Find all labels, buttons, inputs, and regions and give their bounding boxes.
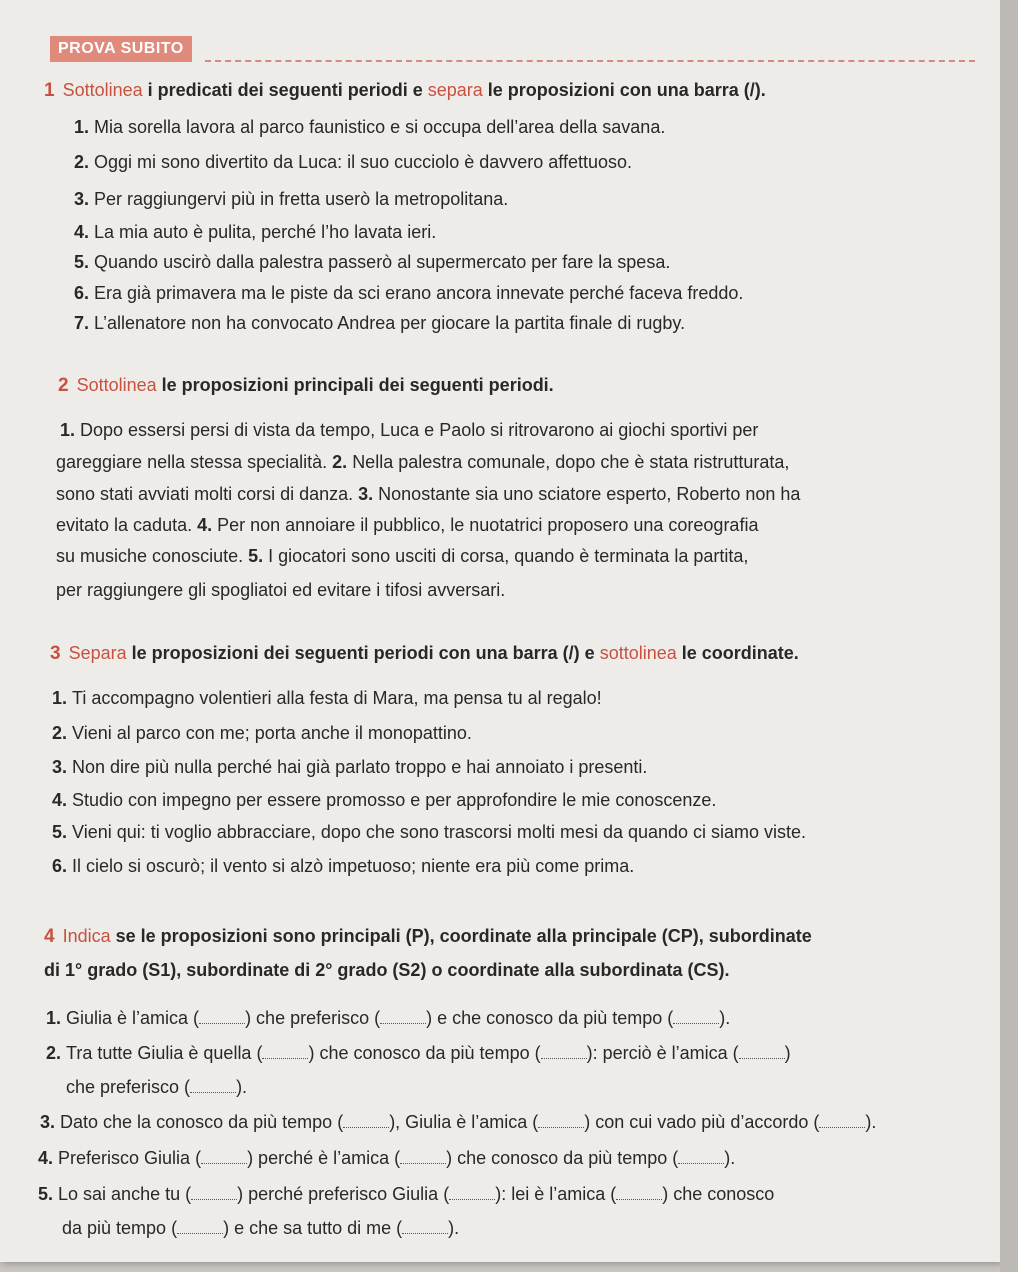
ex4-text: Dato che la conosco da più tempo ( bbox=[60, 1112, 344, 1132]
answer-blank bbox=[343, 1113, 389, 1128]
exercise-4-number: 4 bbox=[44, 926, 55, 947]
ex3-item-number: 3. bbox=[52, 757, 73, 777]
ex3-item-number: 6. bbox=[52, 856, 73, 876]
ex4-text: Preferisco Giulia ( bbox=[58, 1148, 202, 1168]
ex4-text: ), Giulia è l’amica ( bbox=[389, 1112, 539, 1132]
ex2-text: gareggiare nella stessa specialità. bbox=[56, 452, 333, 472]
ex4-verb: Indica bbox=[62, 926, 111, 946]
answer-blank bbox=[262, 1044, 308, 1059]
ex4-item-number: 3. bbox=[40, 1112, 61, 1132]
ex4-item-number: 2. bbox=[46, 1043, 67, 1063]
ex4-text: ) che preferisco ( bbox=[245, 1008, 381, 1028]
ex2-text: Nella palestra comunale, dopo che è stata ristrutturata, bbox=[352, 452, 790, 472]
ex4-item-number: 5. bbox=[38, 1184, 59, 1204]
ex1-item-text: Mia sorella lavora al parco faunistico e si occupa dell’area della savana. bbox=[94, 117, 666, 137]
ex4-text: Lo sai anche tu ( bbox=[58, 1184, 192, 1204]
ex1-item-text: La mia auto è pulita, perché l’ho lavata ieri. bbox=[94, 222, 437, 242]
ex2-sentence-number: 5. bbox=[248, 546, 269, 566]
ex4-line bbox=[62, 1218, 459, 1239]
ex2-line bbox=[60, 420, 758, 441]
ex3-item-number: 4. bbox=[52, 790, 73, 810]
answer-blank bbox=[449, 1185, 495, 1200]
answer-blank bbox=[177, 1219, 223, 1234]
ex4-text: ). bbox=[448, 1218, 460, 1238]
ex3-verb-separa: Separa bbox=[68, 643, 127, 663]
answer-blank bbox=[739, 1044, 785, 1059]
exercise-4-instruction-line-2: di 1° grado (S1), subordinate di 2° grado (S2) o coordinate alla subordinata (CS). bbox=[44, 960, 730, 980]
ex1-verb-sottolinea: Sottolinea bbox=[62, 80, 143, 100]
ex3-item bbox=[52, 723, 472, 744]
answer-blank bbox=[199, 1009, 245, 1024]
ex1-item bbox=[74, 189, 508, 210]
answer-blank bbox=[538, 1113, 584, 1128]
ex2-sentence-number: 1. bbox=[60, 420, 81, 440]
ex4-text: ) che conosco bbox=[662, 1184, 775, 1204]
ex2-text: Dopo essersi persi di vista da tempo, Luca e Paolo si ritrovarono ai giochi sportivi per bbox=[80, 420, 759, 440]
ex4-text: da più tempo ( bbox=[62, 1218, 178, 1238]
ex4-text: ). bbox=[865, 1112, 877, 1132]
ex4-line bbox=[46, 1008, 730, 1029]
answer-blank bbox=[191, 1185, 237, 1200]
exercise-2-instruction bbox=[58, 375, 554, 397]
answer-blank bbox=[190, 1078, 236, 1093]
section-divider bbox=[205, 60, 975, 62]
ex4-item-number: 1. bbox=[46, 1008, 67, 1028]
ex4-text: ) e che sa tutto di me ( bbox=[223, 1218, 403, 1238]
ex1-item-number: 7. bbox=[74, 313, 95, 333]
ex1-item-text: Oggi mi sono divertito da Luca: il suo cucciolo è davvero affettuoso. bbox=[94, 152, 632, 172]
ex3-verb-sottolinea: sottolinea bbox=[599, 643, 677, 663]
exercise-1-instruction bbox=[44, 80, 766, 102]
ex1-item bbox=[74, 152, 632, 173]
ex2-text: su musiche conosciute. bbox=[56, 546, 249, 566]
ex4-text: Giulia è l’amica ( bbox=[66, 1008, 200, 1028]
exercise-3-number: 3 bbox=[50, 643, 61, 664]
answer-blank bbox=[380, 1009, 426, 1024]
ex2-text: I giocatori sono usciti di corsa, quando è terminata la partita, bbox=[268, 546, 749, 566]
ex4-text: ) perché preferisco Giulia ( bbox=[237, 1184, 450, 1204]
ex4-instr-1: se le proposizioni sono principali (P), coordinate alla principale (CP), subordinate bbox=[110, 926, 812, 946]
ex4-text: ) con cui vado più d’accordo ( bbox=[584, 1112, 820, 1132]
ex2-instr: le proposizioni principali dei seguenti periodi. bbox=[156, 375, 554, 395]
ex4-text: ): perciò è l’amica ( bbox=[586, 1043, 739, 1063]
ex2-verb: Sottolinea bbox=[76, 375, 157, 395]
ex4-text: ) bbox=[784, 1043, 791, 1063]
ex4-text: ). bbox=[236, 1077, 248, 1097]
ex3-item-text: Vieni qui: ti voglio abbracciare, dopo che sono trascorsi molti mesi da quando ci siamo viste. bbox=[72, 822, 807, 842]
ex2-text: per raggiungere gli spogliatoi ed evitare i tifosi avversari. bbox=[56, 580, 506, 600]
answer-blank bbox=[819, 1113, 865, 1128]
ex3-item bbox=[52, 688, 602, 709]
ex4-text: che preferisco ( bbox=[66, 1077, 191, 1097]
ex4-text: ) che conosco da più tempo ( bbox=[446, 1148, 679, 1168]
ex3-item bbox=[52, 822, 806, 843]
ex1-instr-mid: i predicati dei seguenti periodi e bbox=[142, 80, 428, 100]
ex2-text: Nonostante sia uno sciatore esperto, Roberto non ha bbox=[378, 484, 801, 504]
ex3-item bbox=[52, 856, 634, 877]
ex3-item-text: Vieni al parco con me; porta anche il monopattino. bbox=[72, 723, 472, 743]
ex3-item bbox=[52, 757, 647, 778]
ex4-item-number: 4. bbox=[38, 1148, 59, 1168]
ex3-item-text: Studio con impegno per essere promosso e per approfondire le mie conoscenze. bbox=[72, 790, 717, 810]
ex3-instr-end: le coordinate. bbox=[676, 643, 799, 663]
ex2-line bbox=[56, 580, 505, 601]
exercise-1-number: 1 bbox=[44, 80, 55, 101]
answer-blank bbox=[402, 1219, 448, 1234]
exercise-3-instruction bbox=[50, 643, 799, 665]
ex2-line bbox=[56, 515, 758, 536]
ex1-item bbox=[74, 117, 665, 138]
page-edge bbox=[1000, 0, 1018, 1272]
ex4-text: ): lei è l’amica ( bbox=[495, 1184, 617, 1204]
ex4-line bbox=[38, 1184, 774, 1205]
prova-subito-badge: PROVA SUBITO bbox=[50, 36, 192, 62]
ex2-line bbox=[56, 546, 748, 567]
ex1-item bbox=[74, 283, 743, 304]
exercise-2-number: 2 bbox=[58, 375, 69, 396]
ex3-item-text: Il cielo si oscurò; il vento si alzò impetuoso; niente era più come prima. bbox=[72, 856, 635, 876]
ex1-item-number: 5. bbox=[74, 252, 95, 272]
ex2-sentence-number: 2. bbox=[332, 452, 353, 472]
ex2-text: Per non annoiare il pubblico, le nuotatrici proposero una coreografia bbox=[217, 515, 759, 535]
ex4-text: ) perché è l’amica ( bbox=[247, 1148, 401, 1168]
ex1-item bbox=[74, 222, 436, 243]
ex3-item-text: Ti accompagno volentieri alla festa di Mara, ma pensa tu al regalo! bbox=[72, 688, 602, 708]
answer-blank bbox=[678, 1149, 724, 1164]
ex4-text: ) che conosco da più tempo ( bbox=[308, 1043, 541, 1063]
ex2-text: evitato la caduta. bbox=[56, 515, 198, 535]
ex1-item-text: Era già primavera ma le piste da sci erano ancora innevate perché faceva freddo. bbox=[94, 283, 744, 303]
ex2-line bbox=[56, 484, 800, 505]
exercise-4-instruction-line-1 bbox=[44, 926, 812, 948]
ex1-item bbox=[74, 313, 685, 334]
ex2-sentence-number: 3. bbox=[358, 484, 379, 504]
ex4-text: ). bbox=[724, 1148, 736, 1168]
ex1-item-number: 4. bbox=[74, 222, 95, 242]
ex1-verb-separa: separa bbox=[427, 80, 483, 100]
ex1-item-number: 1. bbox=[74, 117, 95, 137]
ex1-item-number: 3. bbox=[74, 189, 95, 209]
ex2-line bbox=[56, 452, 789, 473]
ex1-item-number: 6. bbox=[74, 283, 95, 303]
ex2-sentence-number: 4. bbox=[197, 515, 218, 535]
answer-blank bbox=[673, 1009, 719, 1024]
answer-blank bbox=[201, 1149, 247, 1164]
ex3-item-number: 2. bbox=[52, 723, 73, 743]
ex1-instr-end: le proposizioni con una barra (/). bbox=[482, 80, 766, 100]
ex3-item-number: 5. bbox=[52, 822, 73, 842]
answer-blank bbox=[541, 1044, 587, 1059]
ex1-item bbox=[74, 252, 670, 273]
ex1-item-text: Per raggiungervi più in fretta userò la metropolitana. bbox=[94, 189, 509, 209]
ex1-item-number: 2. bbox=[74, 152, 95, 172]
ex4-line bbox=[38, 1148, 735, 1169]
ex3-item-number: 1. bbox=[52, 688, 73, 708]
ex2-text: sono stati avviati molti corsi di danza. bbox=[56, 484, 359, 504]
ex4-line bbox=[46, 1043, 791, 1064]
ex3-item-text: Non dire più nulla perché hai già parlato troppo e hai annoiato i presenti. bbox=[72, 757, 648, 777]
ex4-line bbox=[66, 1077, 247, 1098]
ex4-line bbox=[40, 1112, 876, 1133]
answer-blank bbox=[400, 1149, 446, 1164]
ex4-text: Tra tutte Giulia è quella ( bbox=[66, 1043, 263, 1063]
ex1-item-text: Quando uscirò dalla palestra passerò al supermercato per fare la spesa. bbox=[94, 252, 671, 272]
ex4-text: ) e che conosco da più tempo ( bbox=[426, 1008, 674, 1028]
ex1-item-text: L’allenatore non ha convocato Andrea per giocare la partita finale di rugby. bbox=[94, 313, 686, 333]
ex3-item bbox=[52, 790, 716, 811]
ex4-text: ). bbox=[719, 1008, 731, 1028]
ex3-instr-mid: le proposizioni dei seguenti periodi con una barra (/) e bbox=[126, 643, 600, 663]
answer-blank bbox=[616, 1185, 662, 1200]
